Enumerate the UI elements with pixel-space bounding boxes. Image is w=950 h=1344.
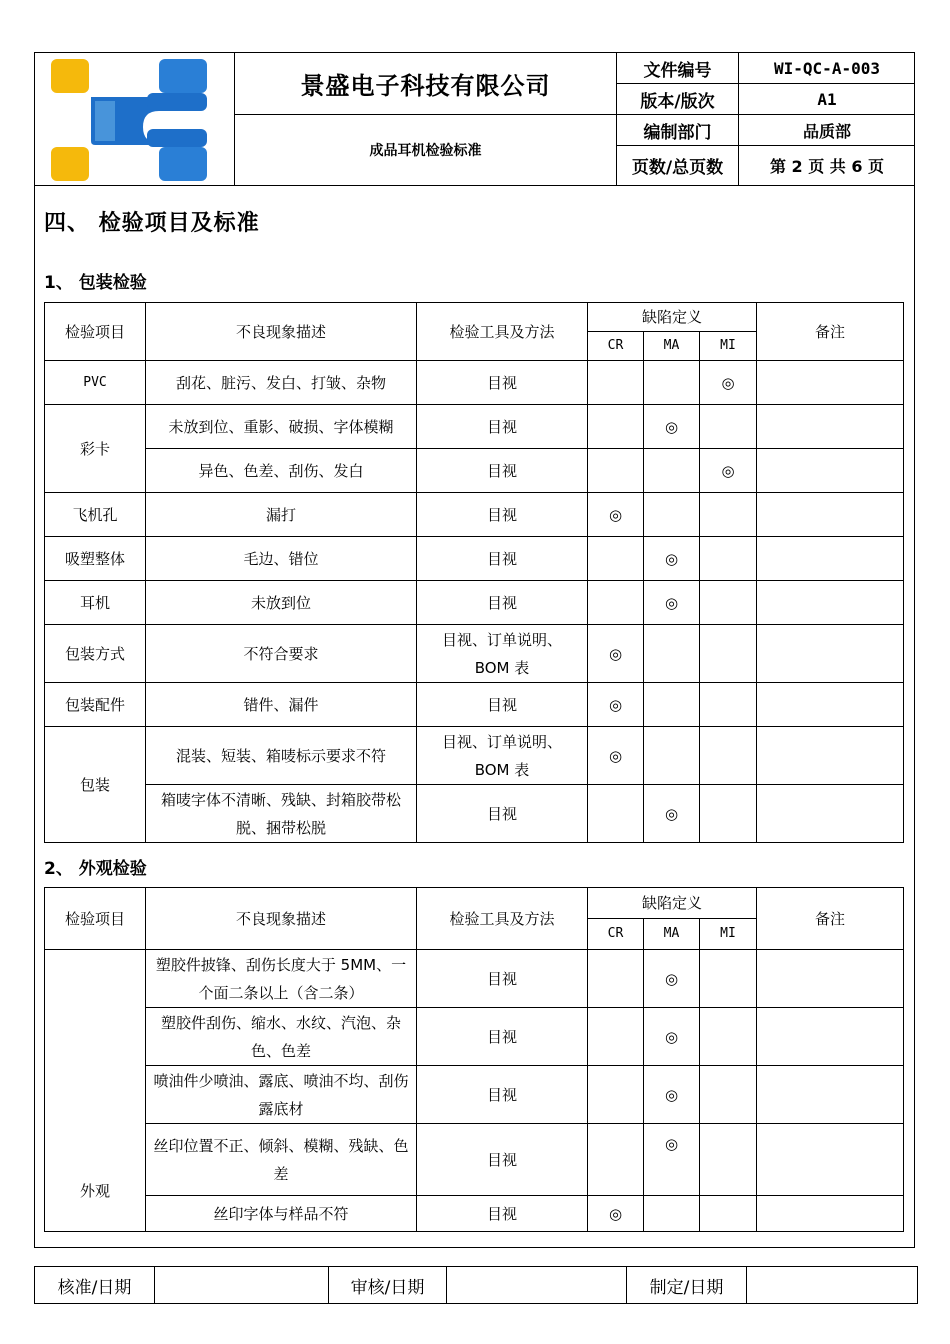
method-cell: 目视、订单说明、BOM 表	[417, 727, 588, 785]
header-remark: 备注	[757, 888, 904, 950]
cr-cell: ◎	[588, 683, 644, 727]
remark-cell	[757, 493, 904, 537]
ma-cell: ◎	[644, 1008, 700, 1066]
header-mi: MI	[700, 332, 757, 361]
method-cell: 目视	[417, 449, 588, 493]
page-count-label: 页数/总页数	[617, 146, 739, 185]
ma-cell	[644, 727, 700, 785]
method-cell: 目视	[417, 493, 588, 537]
item-cell: 飞机孔	[45, 493, 146, 537]
desc-cell: 箱唛字体不清晰、残缺、封箱胶带松脱、捆带松脱	[146, 785, 417, 843]
mi-cell	[700, 537, 757, 581]
header-defect: 缺陷定义	[588, 888, 757, 919]
desc-cell: 毛边、错位	[146, 537, 417, 581]
document-title: 成品耳机检验标准	[235, 115, 617, 185]
method-cell: 目视	[417, 1196, 588, 1232]
page-count-value: 第 2 页 共 6 页	[769, 157, 885, 176]
prepare-field[interactable]	[747, 1267, 917, 1303]
mi-cell	[700, 727, 757, 785]
mi-cell	[700, 1008, 757, 1066]
prepare-label: 制定/日期	[627, 1267, 747, 1303]
desc-cell: 未放到位、重影、破损、字体模糊	[146, 405, 417, 449]
cr-cell	[588, 785, 644, 843]
desc-cell: 喷油件少喷油、露底、喷油不均、刮伤露底材	[146, 1066, 417, 1124]
mi-cell	[700, 950, 757, 1008]
table-row	[45, 1124, 904, 1196]
ma-cell	[644, 625, 700, 683]
doc-number-label: 文件编号	[617, 53, 739, 84]
mi-cell	[700, 1124, 757, 1196]
remark-cell	[757, 405, 904, 449]
method-cell: 目视、订单说明、BOM 表	[417, 625, 588, 683]
cr-cell	[588, 449, 644, 493]
table-row	[45, 683, 904, 727]
method-cell: 目视	[417, 361, 588, 405]
cr-cell	[588, 1124, 644, 1196]
header-method: 检验工具及方法	[417, 888, 588, 950]
mi-cell	[700, 493, 757, 537]
method-cell: 目视	[417, 581, 588, 625]
remark-cell	[757, 785, 904, 843]
remark-cell	[757, 361, 904, 405]
method-cell: 目视	[417, 1124, 588, 1196]
item-cell: PVC	[45, 361, 146, 405]
table-row	[45, 361, 904, 405]
header-desc: 不良现象描述	[146, 303, 417, 361]
remark-cell	[757, 449, 904, 493]
ma-cell: ◎	[644, 537, 700, 581]
table-row	[45, 785, 904, 843]
packaging-section-title: 1、 包装检验	[44, 273, 147, 293]
ma-cell	[644, 683, 700, 727]
mi-cell	[700, 581, 757, 625]
document-header	[34, 52, 915, 186]
cr-cell	[588, 1008, 644, 1066]
desc-cell: 丝印字体与样品不符	[146, 1196, 417, 1232]
method-cell: 目视	[417, 785, 588, 843]
table-row	[45, 1008, 904, 1066]
cr-cell: ◎	[588, 727, 644, 785]
method-cell: 目视	[417, 537, 588, 581]
review-label: 审核/日期	[329, 1267, 447, 1303]
table-row	[45, 727, 904, 785]
desc-cell: 不符合要求	[146, 625, 417, 683]
header-mi: MI	[700, 919, 757, 950]
mi-cell	[700, 405, 757, 449]
remark-cell	[757, 683, 904, 727]
mi-cell: ◎	[700, 361, 757, 405]
header-item: 检验项目	[45, 888, 146, 950]
table-row	[45, 581, 904, 625]
item-cell: 包装方式	[45, 625, 146, 683]
approve-field[interactable]	[155, 1267, 329, 1303]
ma-cell: ◎	[644, 1124, 700, 1196]
version-value: A1	[739, 84, 915, 115]
table-row	[45, 493, 904, 537]
item-cell: 包装配件	[45, 683, 146, 727]
ma-cell	[644, 361, 700, 405]
method-cell: 目视	[417, 1066, 588, 1124]
mi-cell	[700, 625, 757, 683]
desc-cell: 混装、短装、箱唛标示要求不符	[146, 727, 417, 785]
method-cell: 目视	[417, 405, 588, 449]
item-cell: 吸塑整体	[45, 537, 146, 581]
company-logo-cell	[35, 53, 235, 185]
cr-cell: ◎	[588, 493, 644, 537]
cr-cell	[588, 405, 644, 449]
desc-cell: 塑胶件披锋、刮伤长度大于 5MM、一个面二条以上（含二条）	[146, 950, 417, 1008]
ma-cell	[644, 449, 700, 493]
cr-cell	[588, 537, 644, 581]
appearance-table	[44, 887, 904, 1232]
remark-cell	[757, 1124, 904, 1196]
header-method: 检验工具及方法	[417, 303, 588, 361]
department-value: 品质部	[739, 115, 915, 146]
header-item: 检验项目	[45, 303, 146, 361]
packaging-table	[44, 302, 904, 843]
remark-cell	[757, 727, 904, 785]
header-ma: MA	[644, 919, 700, 950]
cr-cell	[588, 950, 644, 1008]
department-label: 编制部门	[617, 115, 739, 146]
mi-cell	[700, 785, 757, 843]
cr-cell	[588, 361, 644, 405]
header-ma: MA	[644, 332, 700, 361]
ma-cell	[644, 1196, 700, 1232]
cr-cell: ◎	[588, 625, 644, 683]
ma-cell: ◎	[644, 581, 700, 625]
desc-cell: 塑胶件刮伤、缩水、水纹、汽泡、杂色、色差	[146, 1008, 417, 1066]
cr-cell	[588, 1066, 644, 1124]
desc-cell: 未放到位	[146, 581, 417, 625]
table-row	[45, 405, 904, 449]
section-title: 四、 检验项目及标准	[44, 211, 260, 236]
item-cell: 外观	[45, 950, 146, 1232]
mi-cell	[700, 1196, 757, 1232]
desc-cell: 刮花、脏污、发白、打皱、杂物	[146, 361, 417, 405]
table-row	[45, 449, 904, 493]
header-defect: 缺陷定义	[588, 303, 757, 332]
ma-cell: ◎	[644, 1066, 700, 1124]
desc-cell: 异色、色差、刮伤、发白	[146, 449, 417, 493]
desc-cell: 丝印位置不正、倾斜、模糊、残缺、色差	[146, 1124, 417, 1196]
item-cell: 耳机	[45, 581, 146, 625]
remark-cell	[757, 1066, 904, 1124]
remark-cell	[757, 1008, 904, 1066]
header-desc: 不良现象描述	[146, 888, 417, 950]
item-cell: 包装	[45, 727, 146, 843]
appearance-section-title: 2、 外观检验	[44, 859, 147, 879]
mi-cell	[700, 683, 757, 727]
approve-label: 核准/日期	[35, 1267, 155, 1303]
review-field[interactable]	[447, 1267, 627, 1303]
desc-cell: 漏打	[146, 493, 417, 537]
item-cell: 彩卡	[45, 405, 146, 493]
signature-footer	[34, 1266, 918, 1304]
desc-cell: 错件、漏件	[146, 683, 417, 727]
remark-cell	[757, 581, 904, 625]
cr-cell	[588, 581, 644, 625]
remark-cell	[757, 1196, 904, 1232]
ma-cell: ◎	[644, 785, 700, 843]
remark-cell	[757, 537, 904, 581]
version-label: 版本/版次	[617, 84, 739, 115]
table-row	[45, 625, 904, 683]
header-cr: CR	[588, 919, 644, 950]
method-cell: 目视	[417, 950, 588, 1008]
ma-cell: ◎	[644, 405, 700, 449]
header-cr: CR	[588, 332, 644, 361]
mi-cell: ◎	[700, 449, 757, 493]
table-row	[45, 1196, 904, 1232]
company-logo	[35, 53, 235, 185]
method-cell: 目视	[417, 683, 588, 727]
header-remark: 备注	[757, 303, 904, 361]
remark-cell	[757, 625, 904, 683]
method-cell: 目视	[417, 1008, 588, 1066]
table-row	[45, 537, 904, 581]
company-name: 景盛电子科技有限公司	[235, 53, 617, 115]
table-row	[45, 950, 904, 1008]
doc-number-value: WI-QC-A-003	[739, 53, 915, 84]
remark-cell	[757, 950, 904, 1008]
mi-cell	[700, 1066, 757, 1124]
cr-cell: ◎	[588, 1196, 644, 1232]
table-row	[45, 1066, 904, 1124]
ma-cell: ◎	[644, 950, 700, 1008]
ma-cell	[644, 493, 700, 537]
